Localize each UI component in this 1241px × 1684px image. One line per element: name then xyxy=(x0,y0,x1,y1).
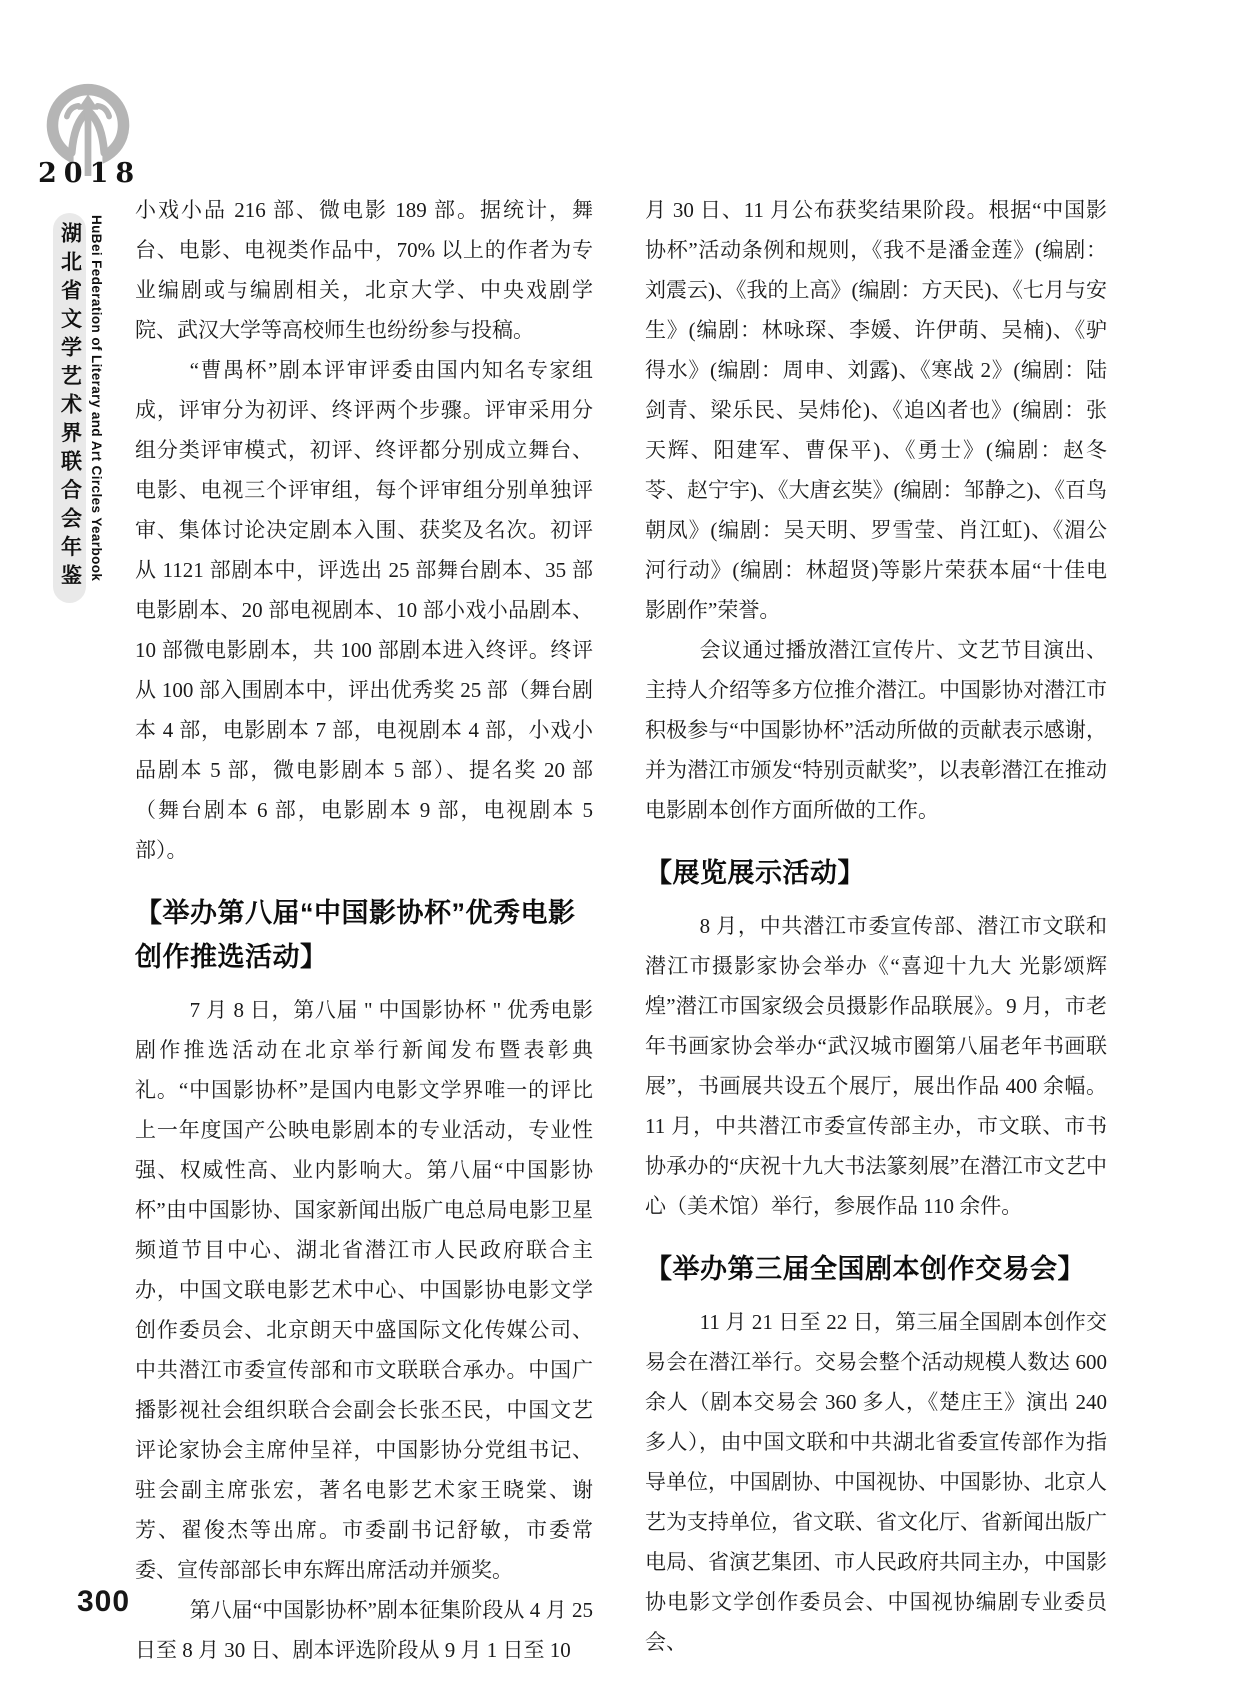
paragraph: 8 月，中共潜江市委宣传部、潜江市文联和潜江市摄影家协会举办《“喜迎十九大 光影颂辉煌”潜江市国家级会员摄影作品联展》。9 月，市老年书画家协会举办“武汉城市圈第八届老年书画联展”，书画展共设五个展厅，展出作品 400 余幅。11 月，中共潜江市委宣传部主办，市文联、市书协承办的“庆祝十九大书法篆刻展”在潜江市文艺中心（美术馆）举行，参展作品 110 余件。 xyxy=(645,914,1107,1218)
paragraph: 会议通过播放潜江宣传片、文艺节目演出、主持人介绍等多方位推介潜江。中国影协对潜江市积极参与“中国影协杯”活动所做的贡献表示感谢，并为潜江市颁发“特别贡献奖”，以表彰潜江在推动电影剧本创作方面所做的工作。 xyxy=(645,638,1107,822)
section-heading: 【举办第三届全国剧本创作交易会】 xyxy=(645,1254,1085,1284)
right-column xyxy=(645,190,1107,1662)
paragraph: 小戏小品 216 部、微电影 189 部。据统计，舞台、电影、电视类作品中，70% 以上的作者为专业编剧或与编剧相关，北京大学、中央戏剧学院、武汉大学等高校师生也纷纷参与投稿。 xyxy=(135,198,593,342)
sidebar-title-box xyxy=(53,213,86,603)
sidebar-title-cn: 湖北省文学艺术界联合会年鉴 xyxy=(58,222,82,593)
left-column xyxy=(135,190,593,1670)
year-label: 2018 xyxy=(38,158,142,189)
paragraph: 第八届“中国影协杯”剧本征集阶段从 4 月 25 日至 8 月 30 日、剧本评选阶段从 9 月 1 日至 10 xyxy=(135,1598,593,1662)
paragraph: 月 30 日、11 月公布获奖结果阶段。根据“中国影协杯”活动条例和规则，《我不是潘金莲》(编剧：刘震云)、《我的上高》(编剧：方天民)、《七月与安生》(编剧：林咏琛、李媛、许伊萌、吴楠)、《驴得水》(编剧：周申、刘露)、《寒战 2》(编剧：陆剑青、梁乐民、吴炜伦)、《追凶者也》(编剧：张天辉、阳建军、曹保平)、《勇士》(编剧：赵冬苓、赵宁宇)、《大唐玄奘》(编剧：邹静之)、《百鸟朝凤》(编剧：吴天明、罗雪莹、肖江虹)、《湄公河行动》(编剧：林超贤)等影片荣获本届“十佳电影剧作”荣誉。 xyxy=(645,198,1107,622)
page-number: 300 xyxy=(77,1585,131,1618)
sidebar-title-en: HuBei Federation of Literary and Art Circles Yearbook xyxy=(89,215,104,582)
paragraph: 7 月 8 日，第八届 " 中国影协杯 " 优秀电影剧作推选活动在北京举行新闻发布暨表彰典礼。“中国影协杯”是国内电影文学界唯一的评比上一年度国产公映电影剧本的专业活动，专业性强、权威性高、业内影响大。第八届“中国影协杯”由中国影协、国家新闻出版广电总局电影卫星频道节目中心、湖北省潜江市人民政府联合主办，中国文联电影艺术中心、中国影协电影文学创作委员会、北京朗天中盛国际文化传媒公司、中共潜江市委宣传部和市文联联合承办。中国广播影视社会组织联合会副会长张丕民，中国文艺评论家协会主席仲呈祥，中国影协分党组书记、驻会副主席张宏，著名电影艺术家王晓棠、谢芳、翟俊杰等出席。市委副书记舒敏，市委常委、宣传部部长申东辉出席活动并颁奖。 xyxy=(135,998,593,1582)
paragraph: 11 月 21 日至 22 日，第三届全国剧本创作交易会在潜江举行。交易会整个活动规模人数达 600 余人（剧本交易会 360 多人，《楚庄王》演出 240 多人），由中国文联和中共湖北省委宣传部作为指导单位，中国剧协、中国视协、中国影协、北京人艺为支持单位，省文联、省文化厅、省新闻出版广电局、省演艺集团、市人民政府共同主办，中国影协电影文学创作委员会、中国视协编剧专业委员会、 xyxy=(645,1310,1107,1654)
paragraph: “曹禺杯”剧本评审评委由国内知名专家组成，评审分为初评、终评两个步骤。评审采用分组分类评审模式，初评、终评都分别成立舞台、电影、电视三个评审组，每个评审组分别单独评审、集体讨论决定剧本入围、获奖及名次。初评从 1121 部剧本中，评选出 25 部舞台剧本、35 部电影剧本、20 部电视剧本、10 部小戏小品剧本、10 部微电影剧本，共 100 部剧本进入终评。终评从 100 部入围剧本中，评出优秀奖 25 部（舞台剧本 4 部，电影剧本 7 部，电视剧本 4 部，小戏小品剧本 5 部，微电影剧本 5 部）、提名奖 20 部（舞台剧本 6 部，电影剧本 9 部，电视剧本 5 部）。 xyxy=(135,358,593,862)
section-heading: 【展览展示活动】 xyxy=(645,858,865,888)
section-heading: 【举办第八届“中国影协杯”优秀电影创作推选活动】 xyxy=(135,898,576,972)
